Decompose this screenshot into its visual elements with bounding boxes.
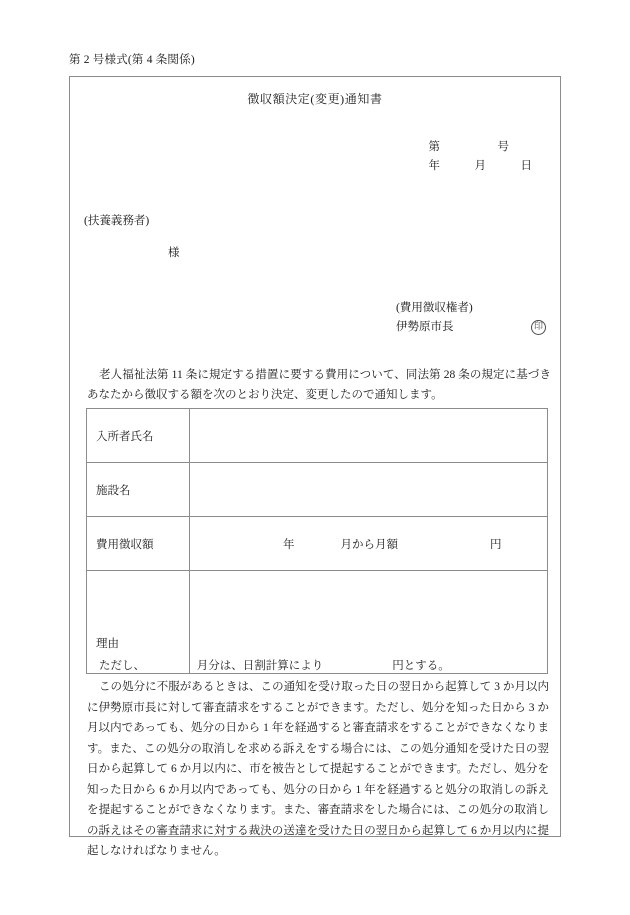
- row-label-text: 理由: [96, 638, 119, 650]
- row-value-collection-amount[interactable]: [190, 517, 548, 571]
- row-value-resident-name[interactable]: [190, 409, 548, 463]
- issuer-block: [396, 299, 546, 337]
- document-number-field: 第 号: [428, 141, 509, 153]
- proviso-note: ただし、 月分は、日割計算により 円とする。: [99, 660, 450, 672]
- table-row: [87, 517, 548, 571]
- addressee-role-label: (扶養義務者): [84, 215, 150, 227]
- issuer-role-label: (費用徴収権者): [396, 302, 473, 314]
- form-number-label: 第 2 号様式(第 4 条関係): [69, 54, 195, 66]
- issuer-name: 伊勢原市長: [396, 321, 454, 333]
- row-label-text: 費用徴収額: [96, 538, 154, 551]
- document-date-field: 年 月 日: [428, 160, 532, 172]
- table-row: [87, 463, 548, 517]
- appeal-rights-note: この処分に不服があるときは、この通知を受け取った日の翌日から起算して 3 か月以内に伊勢原市長に対して審査請求をすることができます。ただし、処分を知った日から 3 か月以内であっても、処分の日から 1 年を経過すると審査請求をすることができなくなります。また、この処分の取消しを求める訴えをする場合には、この処分通知を受けた日の翌日から起算して 6 か月以内に、市を被告として提起することができます。ただし、処分を知った日から 6 か月以内であっても、処分の日から 1 年を経過すると処分の取消しの訴えを提起することができなくなります。また、審査請求をした場合には、この処分の取消しの訴えはその審査請求に対する裁決の送達を受けた日の翌日から起算して 6 か月以内に提起しなければなりません。: [87, 681, 549, 857]
- row-label-text: 入所者氏名: [96, 430, 154, 443]
- document-title: 徴収額決定(変更)通知書: [247, 92, 383, 106]
- row-label-facility-name: [87, 463, 190, 517]
- row-label-text: 施設名: [96, 484, 131, 497]
- row-value-facility-name[interactable]: [190, 463, 548, 517]
- issuer-name-row: [396, 318, 546, 337]
- table-row: [87, 409, 548, 463]
- row-label-resident-name: [87, 409, 190, 463]
- intro-paragraph: 老人福祉法第 11 条に規定する措置に要する費用について、同法第 28 条の規定に基づきあなたから徴収する額を次のとおり決定、変更したので通知します。: [87, 369, 551, 401]
- document-sheet: [69, 76, 561, 857]
- seal-in-circle-icon: 印: [531, 320, 546, 335]
- collection-amount-table: [86, 408, 548, 674]
- row-label-collection-amount: [87, 517, 190, 571]
- document-meta-block: [429, 138, 533, 176]
- collection-amount-text: 年 月から月額 円: [283, 538, 502, 551]
- addressee-honorific: 様: [168, 247, 180, 259]
